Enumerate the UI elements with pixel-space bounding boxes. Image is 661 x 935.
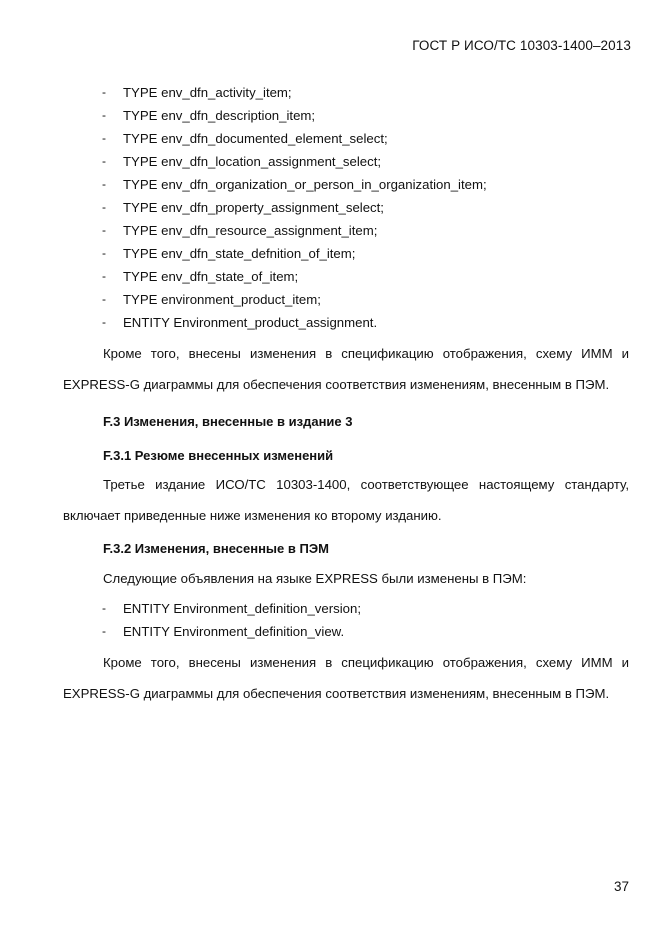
bullet-dash: - — [102, 108, 106, 122]
list-item — [0, 104, 661, 127]
list-item-text: ENTITY Environment_product_assignment. — [123, 315, 378, 330]
list-item — [0, 265, 661, 288]
express-declarations-intro: Следующие объявления на языке EXPRESS были изменены в ПЭМ: — [103, 571, 527, 586]
document-header-id: ГОСТ Р ИСО/ТС 10303-1400–2013 — [412, 38, 631, 53]
paragraph-line: EXPRESS-G диаграммы для обеспечения соответствия изменениям, внесенным в ПЭМ. — [63, 686, 610, 701]
paragraph-line: Кроме того, внесены изменения в спецификацию отображения, схему ИММ и — [103, 655, 629, 670]
list-item-text: TYPE env_dfn_resource_assignment_item; — [123, 223, 378, 238]
list-item — [0, 219, 661, 242]
list-item-text: TYPE env_dfn_location_assignment_select; — [123, 154, 382, 169]
list-item-text: ENTITY Environment_definition_view. — [123, 624, 345, 639]
paragraph-line: Кроме того, внесены изменения в спецификацию отображения, схему ИММ и — [103, 346, 629, 361]
bullet-dash: - — [102, 246, 106, 260]
list-item-text: TYPE env_dfn_activity_item; — [123, 85, 292, 100]
list-item — [0, 288, 661, 311]
page-number: 37 — [613, 879, 629, 894]
paragraph-line: включает приведенные ниже изменения ко второму изданию. — [63, 508, 442, 523]
paragraph-line: EXPRESS-G диаграммы для обеспечения соответствия изменениям, внесенным в ПЭМ. — [63, 377, 610, 392]
type-declarations-list — [0, 81, 661, 334]
list-item-text: TYPE env_dfn_organization_or_person_in_organization_item; — [123, 177, 487, 192]
bullet-dash: - — [102, 131, 106, 145]
list-item — [0, 620, 661, 643]
paragraph-third-edition — [63, 469, 629, 531]
paragraph-line: Третье издание ИСО/ТС 10303-1400, соответствующее настоящему стандарту, — [103, 477, 629, 492]
list-item — [0, 242, 661, 265]
bullet-dash: - — [102, 292, 106, 306]
list-item — [0, 81, 661, 104]
subsection-heading-f32: F.3.2 Изменения, внесенные в ПЭМ — [103, 541, 329, 556]
bullet-dash: - — [102, 315, 106, 329]
list-item-text: TYPE env_dfn_documented_element_select; — [123, 131, 388, 146]
list-item-text: TYPE env_dfn_state_of_item; — [123, 269, 299, 284]
list-item-text: TYPE environment_product_item; — [123, 292, 321, 307]
list-item-text: ENTITY Environment_definition_version; — [123, 601, 361, 616]
list-item — [0, 150, 661, 173]
paragraph-mapping-changes — [63, 338, 629, 400]
list-item-text: TYPE env_dfn_property_assignment_select; — [123, 200, 384, 215]
list-item-text: TYPE env_dfn_description_item; — [123, 108, 316, 123]
list-item — [0, 311, 661, 334]
subsection-heading-f31: F.3.1 Резюме внесенных изменений — [103, 448, 334, 463]
bullet-dash: - — [102, 624, 106, 638]
list-item — [0, 597, 661, 620]
bullet-dash: - — [102, 601, 106, 615]
list-item — [0, 127, 661, 150]
bullet-dash: - — [102, 223, 106, 237]
bullet-dash: - — [102, 200, 106, 214]
bullet-dash: - — [102, 85, 106, 99]
entity-declarations-list — [0, 597, 661, 643]
paragraph-mapping-changes-2 — [63, 647, 629, 709]
list-item — [0, 196, 661, 219]
section-heading-f3: F.3 Изменения, внесенные в издание 3 — [103, 414, 353, 429]
bullet-dash: - — [102, 177, 106, 191]
list-item — [0, 173, 661, 196]
bullet-dash: - — [102, 269, 106, 283]
bullet-dash: - — [102, 154, 106, 168]
list-item-text: TYPE env_dfn_state_defnition_of_item; — [123, 246, 356, 261]
